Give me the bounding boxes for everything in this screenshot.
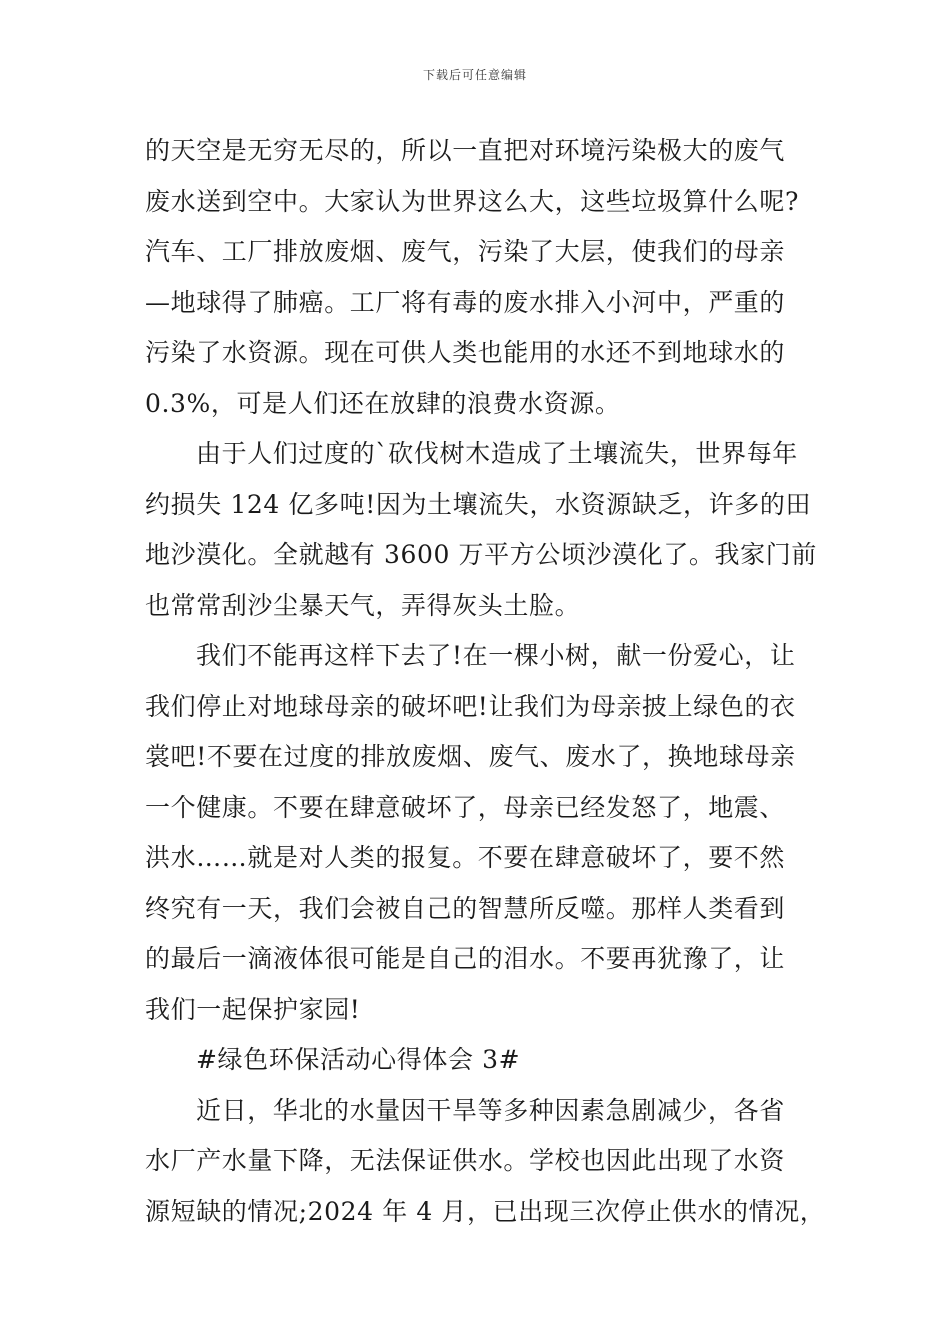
text-line: 源短缺的情况;2024 年 4 月，已出现三次停止供水的情况，	[145, 1196, 826, 1226]
text-line: 近日，华北的水量因干旱等多种因素急剧减少，各省	[196, 1095, 785, 1125]
text-line: 废水送到空中。大家认为世界这么大，这些垃圾算什么呢?	[145, 186, 800, 216]
text-line: 地沙漠化。全就越有 3600 万平方公顷沙漠化了。我家门前	[145, 540, 817, 569]
text-line: 我们不能再这样下去了!在一棵小树，献一份爱心，让	[196, 641, 796, 670]
text-line: 终究有一天，我们会被自己的智慧所反噬。那样人类看到	[145, 893, 786, 923]
text-line: 我们一起保护家园!	[145, 994, 361, 1024]
text-line: 汽车、工厂排放废烟、废气，污染了大层，使我们的母亲	[145, 237, 786, 266]
text-line: 污染了水资源。现在可供人类也能用的水还不到地球水的	[145, 338, 786, 367]
header-note: 下载后可任意编辑	[422, 68, 527, 82]
text-line: 也常常刮沙尘暴天气，弄得灰头土脸。	[145, 590, 581, 620]
text-line: 裳吧!不要在过度的排放废烟、废气、废水了，换地球母亲	[145, 742, 796, 771]
document-body	[145, 126, 826, 1237]
text-line: #绿色环保活动心得体会 3#	[196, 1045, 521, 1074]
text-line: 的天空是无穷无尽的，所以一直把对环境污染极大的废气	[145, 136, 786, 165]
text-line: 0.3%，可是人们还在放肆的浪费水资源。	[145, 388, 621, 418]
text-line: 水厂产水量下降，无法保证供水。学校也因此出现了水资	[145, 1146, 786, 1175]
text-line: 洪水……就是对人类的报复。不要在肆意破坏了，要不然	[145, 843, 786, 872]
text-line: 的最后一滴液体很可能是自己的泪水。不要再犹豫了，让	[145, 944, 786, 973]
text-line: 我们停止对地球母亲的破坏吧!让我们为母亲披上绿色的衣	[145, 691, 796, 721]
text-line: 由于人们过度的`砍伐树木造成了土壤流失，世界每年	[196, 439, 798, 468]
text-line: 约损失 124 亿多吨!因为土壤流失，水资源缺乏，许多的田	[145, 489, 812, 519]
text-line: —地球得了肺癌。工厂将有毒的废水排入小河中，严重的	[145, 287, 786, 317]
text-line: 一个健康。不要在肆意破坏了，母亲已经发怒了，地震、	[145, 792, 786, 822]
